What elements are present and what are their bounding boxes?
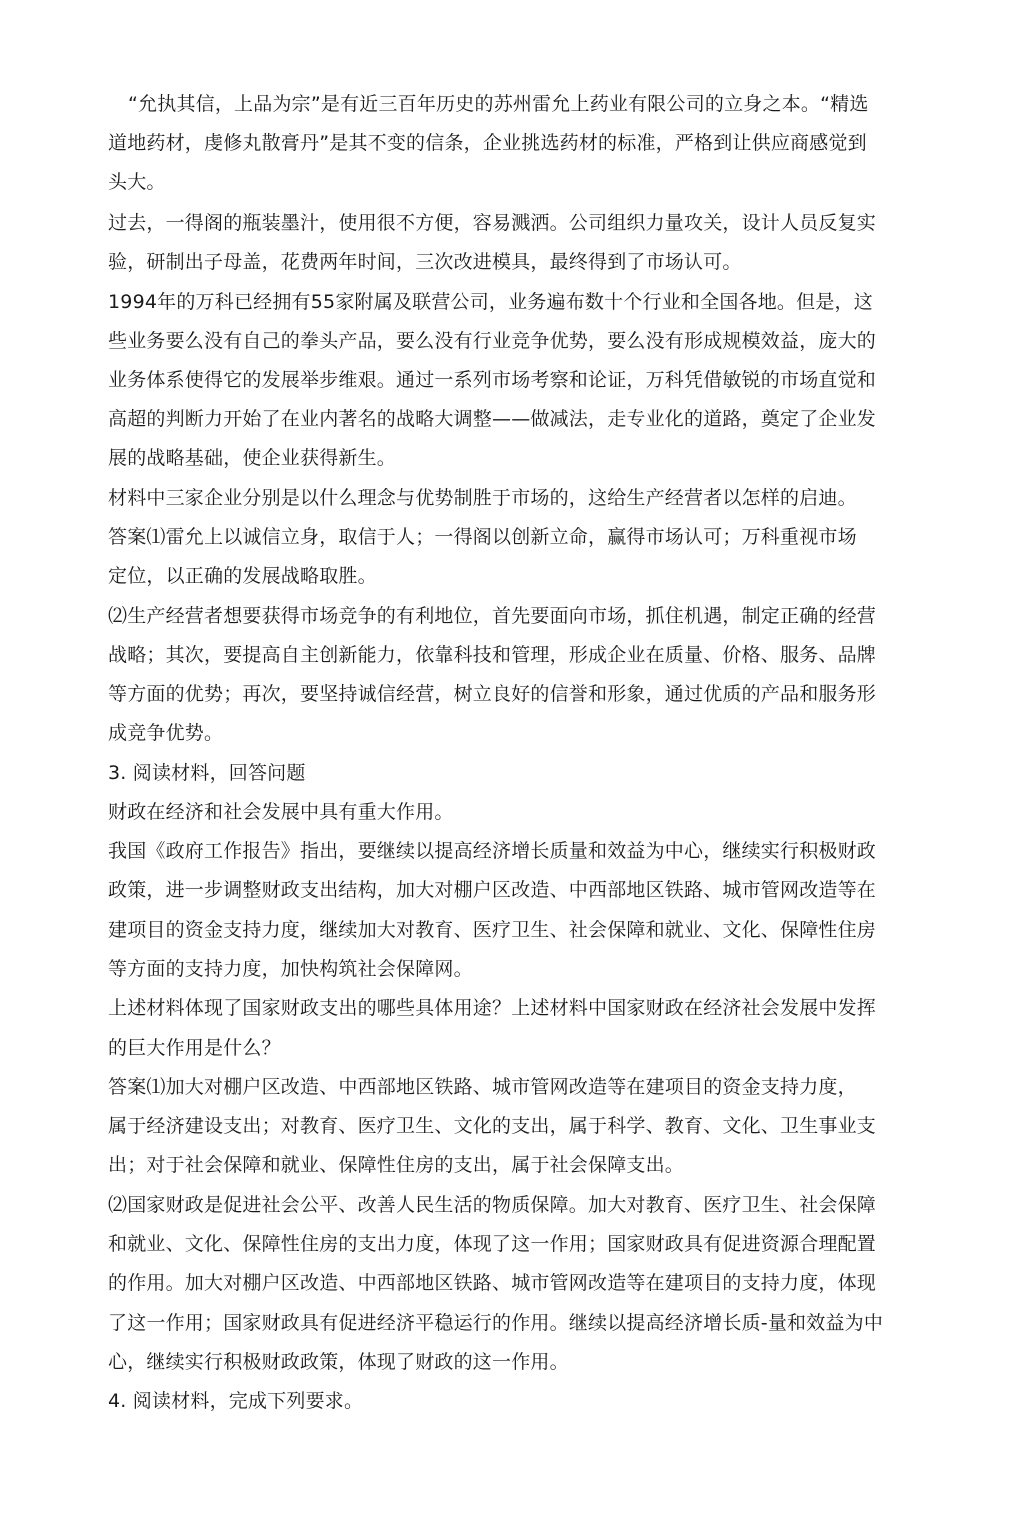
answer-text: 了这一作用；国家财政具有促进经济平稳运行的作用。继续以提高经济增长质-量和效益为中 [108,1312,884,1334]
text-line: 些业务要么没有自己的拳头产品，要么没有行业竞争优势，要么没有形成规模效益，庞大的 [108,330,877,352]
text-line: 等方面的支持力度，加快构筑社会保障网。 [108,958,473,980]
answer-text: 成竞争优势。 [108,722,224,744]
text-line: 财政在经济和社会发展中具有重大作用。 [108,801,454,823]
answer-text: 定位，以正确的发展战略取胜。 [108,565,377,587]
answer-text: ⑵国家财政是促进社会公平、改善人民生活的物质保障。加大对教育、医疗卫生、社会保障 [108,1194,877,1216]
answer-text: 等方面的优势；再次，要坚持诚信经营，树立良好的信誉和形象，通过优质的产品和服务形 [108,683,877,705]
text-line: 政策，进一步调整财政支出结构，加大对棚户区改造、中西部地区铁路、城市管网改造等在 [108,879,877,901]
question-text: 材料中三家企业分别是以什么理念与优势制胜于市场的，这给生产经营者以怎样的启迪。 [108,487,857,509]
answer-text: 心，继续实行积极财政政策，体现了财政的这一作用。 [108,1351,569,1373]
answer-text: ⑵生产经营者想要获得市场竞争的有利地位，首先要面向市场，抓住机遇，制定正确的经营 [108,605,877,627]
text-line: 1994年的万科已经拥有55家附属及联营公司，业务遍布数十个行业和全国各地。但是，这 [108,291,873,313]
answer-text: 出；对于社会保障和就业、保障性住房的支出，属于社会保障支出。 [108,1154,685,1176]
answer-text: 战略；其次，要提高自主创新能力，依靠科技和管理，形成企业在质量、价格、服务、品牌 [108,644,877,666]
text-line: 展的战略基础，使企业获得新生。 [108,447,397,469]
text-line: “允执其信，上品为宗”是有近三百年历史的苏州雷允上药业有限公司的立身之本。“精选 [128,93,869,115]
text-line: 过去，一得阁的瓶装墨汁，使用很不方便，容易溅洒。公司组织力量攻关，设计人员反复实 [108,212,877,234]
question-heading: 4. 阅读材料，完成下列要求。 [108,1390,364,1412]
text-line: 道地药材，虔修丸散膏丹”是其不变的信条，企业挑选药材的标准，严格到让供应商感觉到 [108,132,867,154]
question-text: 上述材料体现了国家财政支出的哪些具体用途？上述材料中国家财政在经济社会发展中发挥 [108,997,877,1019]
answer-text: 的作用。加大对棚户区改造、中西部地区铁路、城市管网改造等在建项目的支持力度，体现 [108,1272,877,1294]
answer-text: 属于经济建设支出；对教育、医疗卫生、文化的支出，属于科学、教育、文化、卫生事业支 [108,1115,877,1137]
text-line: 业务体系使得它的发展举步维艰。通过一系列市场考察和论证，万科凭借敏锐的市场直觉和 [108,369,877,391]
answer-text: 和就业、文化、保障性住房的支出力度，体现了这一作用；国家财政具有促进资源合理配置 [108,1233,877,1255]
text-line: 验，研制出子母盖，花费两年时间，三次改进模具，最终得到了市场认可。 [108,251,742,273]
question-text: 的巨大作用是什么？ [108,1037,281,1059]
text-line: 高超的判断力开始了在业内著名的战略大调整——做减法，走专业化的道路，奠定了企业发 [108,408,877,430]
answer-text: 答案⑴加大对棚户区改造、中西部地区铁路、城市管网改造等在建项目的资金支持力度， [108,1076,857,1098]
text-line: 我国《政府工作报告》指出，要继续以提高经济增长质量和效益为中心，继续实行积极财政 [108,840,877,862]
answer-text: 答案⑴雷允上以诚信立身，取信于人；一得阁以创新立命，赢得市场认可；万科重视市场 [108,526,857,548]
question-heading: 3. 阅读材料，回答问题 [108,762,306,784]
text-line: 头大。 [108,171,166,193]
text-line: 建项目的资金支持力度，继续加大对教育、医疗卫生、社会保障和就业、文化、保障性住房 [108,919,877,941]
